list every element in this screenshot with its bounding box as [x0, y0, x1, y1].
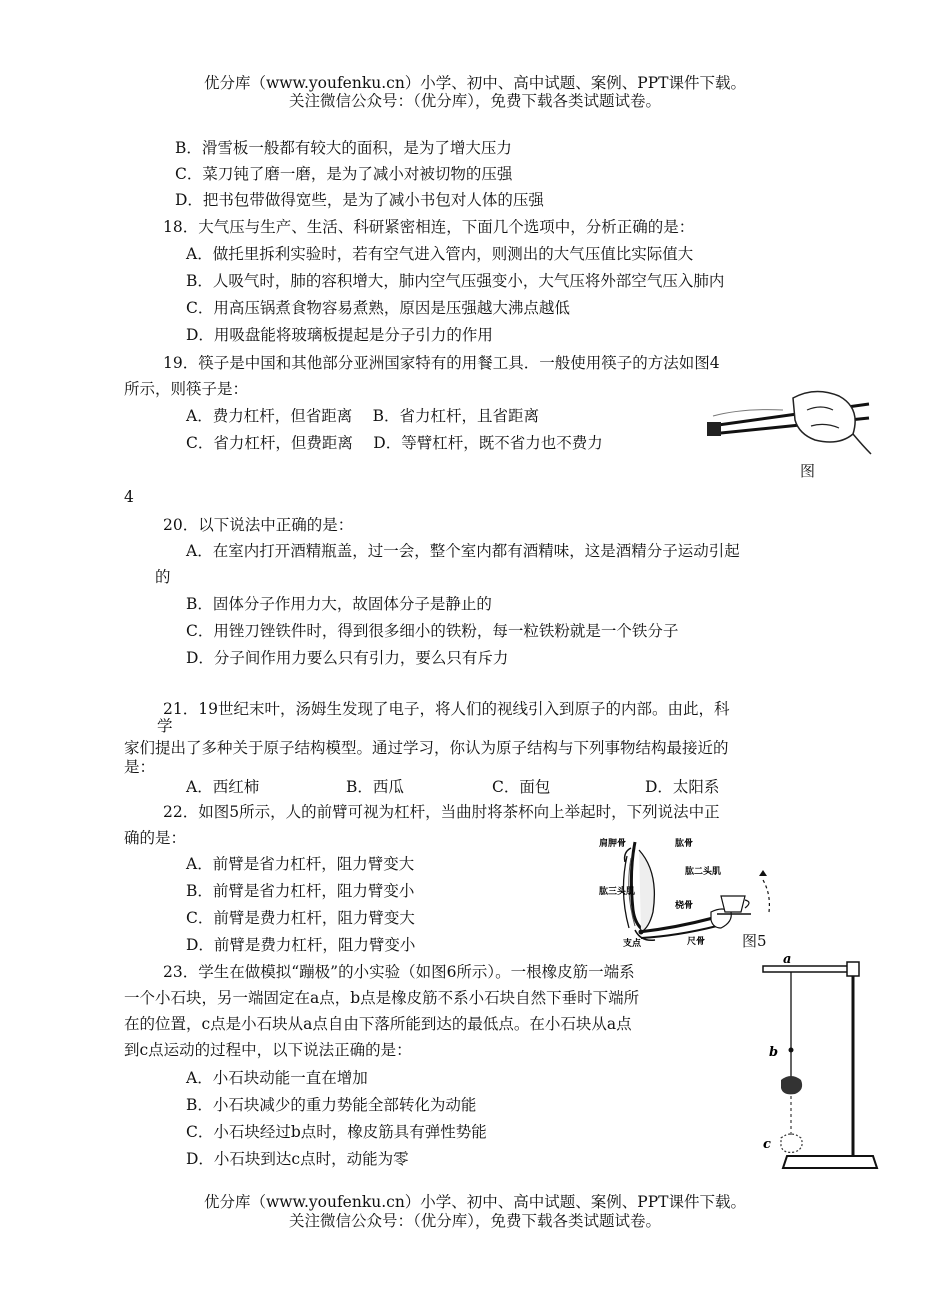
label-radius: 桡骨	[675, 901, 694, 911]
q22-stem-line1: 22．如图5所示，人的前臂可视为杠杆，当曲肘将茶杯向上举起时，下列说法中正	[163, 803, 720, 821]
label-biceps: 肱二头肌	[685, 867, 722, 877]
page-footer-line2: 关注微信公众号：（优分库），免费下载各类试题试卷。	[288, 1212, 661, 1230]
q23-stem-line4: 到c点运动的过程中，以下说法正确的是：	[124, 1041, 412, 1059]
q20-stem: 20．以下说法中正确的是：	[163, 516, 354, 534]
q18-option-b: B．人吸气时，肺的容积增大，肺内空气压强变小，大气压将外部空气压入肺内	[186, 272, 725, 290]
q21-stem-line1: 21．19世纪末叶，汤姆生发现了电子，将人们的视线引入到原子的内部。由此，科	[163, 700, 730, 718]
label-scapula: 肩胛骨	[599, 839, 627, 849]
q17-option-b: B．滑雪板一般都有较大的面积，是为了增大压力	[175, 139, 512, 157]
q20-option-a-cont: 的	[155, 568, 171, 586]
q17-option-c: C．菜刀钝了磨一磨，是为了减小对被切物的压强	[175, 165, 513, 183]
q20-option-c: C．用锉刀锉铁件时，得到很多细小的铁粉，每一粒铁粉就是一个铁分子	[186, 622, 679, 640]
q23-option-d: D．小石块到达c点时，动能为零	[186, 1150, 409, 1168]
q19-stem-line1: 19．筷子是中国和其他部分亚洲国家特有的用餐工具．一般使用筷子的方法如图4	[163, 354, 720, 372]
q21-stem-line1-cont: 学	[157, 717, 173, 735]
chopsticks-figure	[703, 388, 873, 458]
label-fulcrum: 支点	[623, 939, 642, 949]
q19-figure-label-number: 4	[124, 488, 134, 506]
q23-option-a: A．小石块动能一直在增加	[186, 1069, 368, 1087]
q22-option-b: B．前臂是省力杠杆，阻力臂变小	[186, 882, 415, 900]
label-humerus: 肱骨	[675, 839, 694, 849]
label-point-a: a	[783, 952, 792, 967]
q19-options-ab: A．费力杠杆，但省距离 B．省力杠杆，且省距离	[186, 407, 540, 425]
q23-stem-line2: 一个小石块，另一端固定在a点，b点是橡皮筋不系小石块自然下垂时下端所	[124, 989, 640, 1007]
q21-stem-line2: 家们提出了多种关于原子结构模型。通过学习，你认为原子结构与下列事物结构最接近的	[124, 739, 729, 757]
q18-option-d: D．用吸盘能将玻璃板提起是分子引力的作用	[186, 326, 493, 344]
page-footer-line1: 优分库（www.youfenku.cn）小学、初中、高中试题、案例、PPT课件下载。	[203, 1193, 747, 1211]
q22-figure-caption: 图5	[742, 932, 767, 950]
label-point-b: b	[769, 1045, 779, 1060]
q18-stem: 18．大气压与生产、生活、科研紧密相连，下面几个选项中，分析正确的是：	[163, 218, 695, 236]
q21-option-d: D．太阳系	[645, 778, 720, 796]
q23-option-c: C．小石块经过b点时，橡皮筋具有弹性势能	[186, 1123, 487, 1141]
q20-option-d: D．分子间作用力要么只有引力，要么只有斥力	[186, 649, 509, 667]
q20-option-a: A．在室内打开酒精瓶盖，过一会，整个室内都有酒精味，这是酒精分子运动引起	[186, 542, 740, 560]
q22-option-d: D．前臂是费力杠杆，阻力臂变小	[186, 936, 416, 954]
label-ulna: 尺骨	[687, 937, 706, 947]
q19-figure-label: 图	[800, 462, 816, 480]
q17-option-d: D．把书包带做得宽些，是为了减小书包对人体的压强	[175, 191, 544, 209]
label-point-c: c	[763, 1137, 771, 1152]
q21-option-b: B．西瓜	[346, 778, 404, 796]
bungee-stand-figure	[755, 950, 880, 1172]
q23-stem-line1: 23．学生在做模拟“蹦极”的小实验（如图6所示）。一根橡皮筋一端系	[163, 963, 635, 981]
q22-option-c: C．前臂是费力杠杆，阻力臂变大	[186, 909, 415, 927]
q22-option-a: A．前臂是省力杠杆，阻力臂变大	[186, 855, 415, 873]
label-triceps: 肱三头肌	[599, 887, 636, 897]
q18-option-a: A．做托里拆利实验时，若有空气进入管内，则测出的大气压值比实际值大	[186, 245, 694, 263]
q19-stem-line2: 所示，则筷子是：	[124, 380, 249, 398]
page-header-line1: 优分库（www.youfenku.cn）小学、初中、高中试题、案例、PPT课件下载。	[203, 74, 747, 92]
q23-stem-line3: 在的位置，c点是小石块从a点自由下落所能到达的最低点。在小石块从a点	[124, 1015, 632, 1033]
q20-option-b: B．固体分子作用力大，故固体分子是静止的	[186, 595, 492, 613]
q21-option-a: A．西红柿	[186, 778, 260, 796]
q21-stem-line3: 是：	[124, 758, 156, 776]
q18-option-c: C．用高压锅煮食物容易煮熟，原因是压强越大沸点越低	[186, 299, 570, 317]
q23-option-b: B．小石块减少的重力势能全部转化为动能	[186, 1096, 477, 1114]
page-header-line2: 关注微信公众号：（优分库），免费下载各类试题试卷。	[288, 92, 661, 110]
q22-stem-line2: 确的是：	[124, 829, 187, 847]
q21-option-c: C．面包	[492, 778, 551, 796]
q19-options-cd: C．省力杠杆，但费距离 D．等臂杠杆，既不省力也不费力	[186, 434, 603, 452]
